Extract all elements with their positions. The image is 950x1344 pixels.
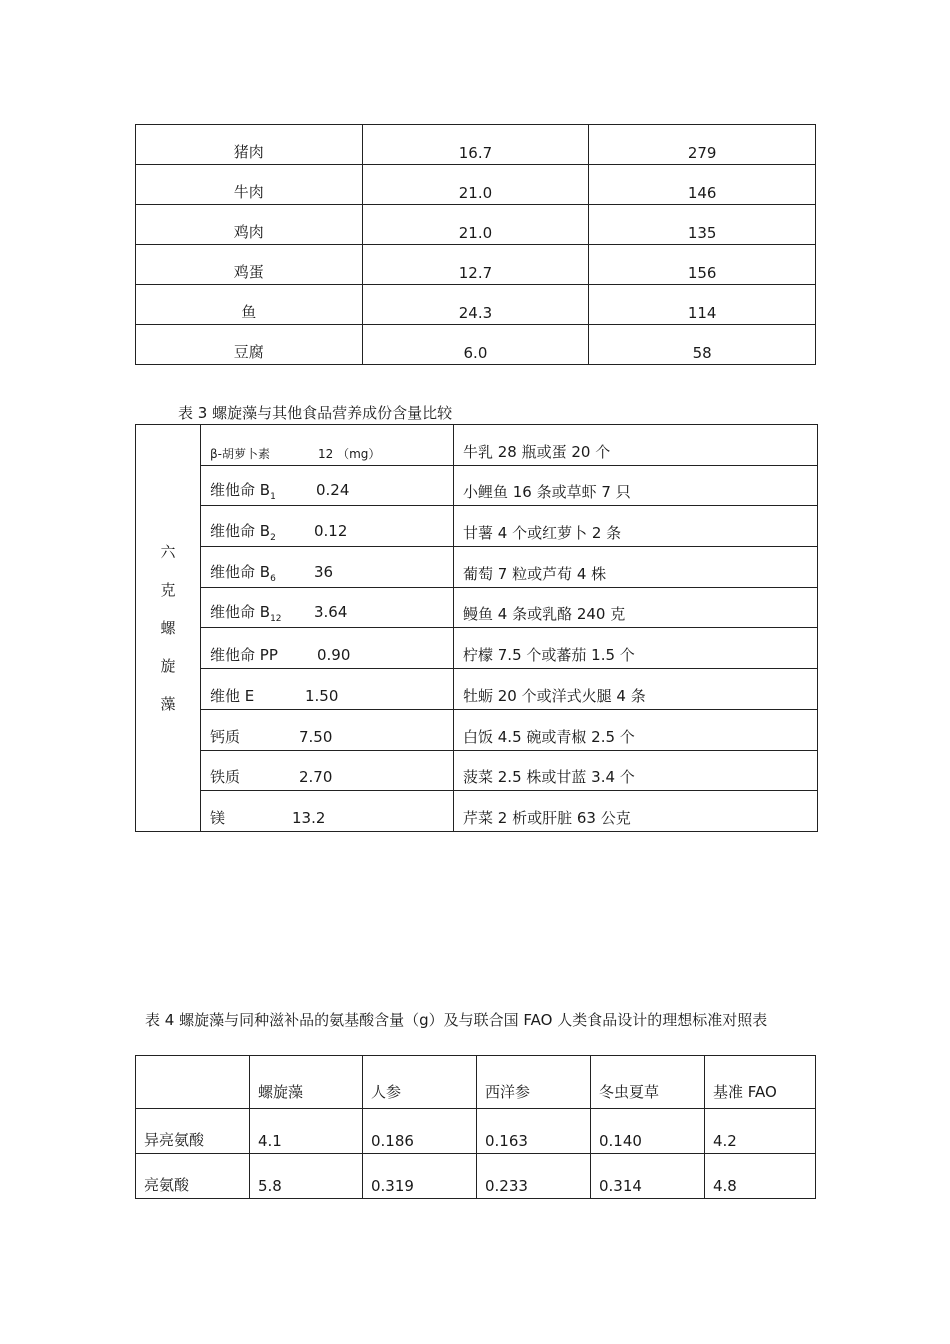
table-cell: 0.186 xyxy=(363,1109,477,1154)
table-row xyxy=(136,205,816,245)
table-row xyxy=(136,425,818,466)
nutrient-name: 维他 E xyxy=(210,686,255,705)
nutrient-value: 36 xyxy=(314,562,334,581)
nutrient-cell xyxy=(201,750,454,791)
table3-caption: 表 3 螺旋藻与其他食品营养成份含量比较 xyxy=(178,404,453,422)
nutrient-cell xyxy=(201,669,454,710)
food-protein-table xyxy=(135,124,816,365)
food-name: 豆腐 xyxy=(136,325,363,365)
amino-acid-name: 亮氨酸 xyxy=(136,1154,250,1199)
nutrient-cell xyxy=(201,465,454,506)
nutrient-cell xyxy=(201,425,454,466)
table-cell: 4.8 xyxy=(705,1154,816,1199)
protein-value: 21.0 xyxy=(362,165,589,205)
table-row xyxy=(136,325,816,365)
nutrient-value: 13.2 xyxy=(292,808,326,827)
table-cell: 5.8 xyxy=(250,1154,363,1199)
nutrient-value: 0.90 xyxy=(317,646,351,665)
table-row xyxy=(136,709,818,750)
protein-value: 24.3 xyxy=(362,285,589,325)
header-cell: 西洋参 xyxy=(477,1056,591,1109)
nutrient-cell xyxy=(201,709,454,750)
protein-value: 6.0 xyxy=(362,325,589,365)
table-row xyxy=(136,669,818,710)
equivalent-cell: 菠菜 2.5 株或甘蓝 3.4 个 xyxy=(454,750,818,791)
table-header-row xyxy=(136,1056,816,1109)
food-name: 鸡肉 xyxy=(136,205,363,245)
table-cell: 0.319 xyxy=(363,1154,477,1199)
food-name: 牛肉 xyxy=(136,165,363,205)
nutrient-name: 钙质 xyxy=(210,727,241,746)
side-char: 旋 xyxy=(160,656,176,675)
header-cell xyxy=(136,1056,250,1109)
energy-value: 156 xyxy=(589,245,816,285)
nutrient-name: 维他命 PP xyxy=(210,646,278,665)
nutrient-value: 1.50 xyxy=(305,686,339,705)
food-name: 鱼 xyxy=(136,285,363,325)
nutrient-cell xyxy=(201,587,454,628)
nutrient-value: 0.24 xyxy=(316,481,350,500)
equivalent-cell: 柠檬 7.5 个或蕃茄 1.5 个 xyxy=(454,628,818,669)
equivalent-cell: 牡蛎 20 个或洋式火腿 4 条 xyxy=(454,669,818,710)
nutrient-name: 维他命 $B_1$ xyxy=(210,481,276,503)
protein-value: 21.0 xyxy=(362,205,589,245)
side-char: 螺 xyxy=(160,618,176,637)
table-row xyxy=(136,587,818,628)
table-cell: 0.140 xyxy=(591,1109,705,1154)
equivalent-cell: 甘薯 4 个或红萝卜 2 条 xyxy=(454,506,818,547)
equivalent-cell: 芹菜 2 析或肝脏 63 公克 xyxy=(454,791,818,832)
protein-value: 16.7 xyxy=(362,125,589,165)
spirulina-nutrient-table xyxy=(135,424,818,832)
equivalent-cell: 葡萄 7 粒或芦荀 4 株 xyxy=(454,547,818,588)
table-cell: 4.2 xyxy=(705,1109,816,1154)
nutrient-name: 维他命 $B_{12}$ xyxy=(210,603,282,625)
nutrient-value: 7.50 xyxy=(299,727,333,746)
table-row xyxy=(136,165,816,205)
table-cell: 0.163 xyxy=(477,1109,591,1154)
table-row xyxy=(136,1109,816,1154)
food-name: 鸡蛋 xyxy=(136,245,363,285)
amino-acid-table xyxy=(135,1055,816,1199)
nutrient-name: 维他命 $B_6$ xyxy=(210,562,276,584)
table-row xyxy=(136,285,816,325)
table4-caption: 表 4 螺旋藻与同种滋补品的氨基酸含量（g）及与联合国 FAO 人类食品设计的理想标准对照表 xyxy=(145,1011,768,1029)
equivalent-cell: 鳗鱼 4 条或乳酪 240 克 xyxy=(454,587,818,628)
nutrient-cell xyxy=(201,628,454,669)
nutrient-name: 维他命 $B_2$ xyxy=(210,522,276,544)
nutrient-value: 12 （mg） xyxy=(318,446,381,461)
table-row xyxy=(136,245,816,285)
side-char: 克 xyxy=(160,580,176,599)
protein-value: 12.7 xyxy=(362,245,589,285)
table-row xyxy=(136,506,818,547)
side-char: 藻 xyxy=(160,694,176,713)
table-row xyxy=(136,465,818,506)
table-row xyxy=(136,1154,816,1199)
amino-acid-name: 异亮氨酸 xyxy=(136,1109,250,1154)
nutrient-cell xyxy=(201,547,454,588)
side-char: 六 xyxy=(160,542,176,561)
energy-value: 146 xyxy=(589,165,816,205)
table-row xyxy=(136,547,818,588)
header-cell: 螺旋藻 xyxy=(250,1056,363,1109)
table-row xyxy=(136,628,818,669)
equivalent-cell: 白饭 4.5 碗或青椒 2.5 个 xyxy=(454,709,818,750)
energy-value: 279 xyxy=(589,125,816,165)
nutrient-cell xyxy=(201,506,454,547)
energy-value: 135 xyxy=(589,205,816,245)
equivalent-cell: 牛乳 28 瓶或蛋 20 个 xyxy=(454,425,818,466)
nutrient-value: 2.70 xyxy=(299,768,333,787)
energy-value: 58 xyxy=(589,325,816,365)
header-cell: 基准 FAO xyxy=(705,1056,816,1109)
header-cell: 人参 xyxy=(363,1056,477,1109)
header-cell: 冬虫夏草 xyxy=(591,1056,705,1109)
food-name: 猪肉 xyxy=(136,125,363,165)
table-row xyxy=(136,750,818,791)
nutrient-name: 铁质 xyxy=(210,768,241,787)
nutrient-name: 镁 xyxy=(210,808,226,827)
nutrient-cell xyxy=(201,791,454,832)
nutrient-name: β-胡萝卜素 xyxy=(210,446,270,461)
table-cell: 4.1 xyxy=(250,1109,363,1154)
nutrient-value: 3.64 xyxy=(314,603,348,622)
table-cell: 0.314 xyxy=(591,1154,705,1199)
side-label xyxy=(136,425,201,832)
equivalent-cell: 小鲤鱼 16 条或草虾 7 只 xyxy=(454,465,818,506)
nutrient-value: 0.12 xyxy=(314,522,348,541)
table-row xyxy=(136,125,816,165)
table-cell: 0.233 xyxy=(477,1154,591,1199)
energy-value: 114 xyxy=(589,285,816,325)
table-row xyxy=(136,791,818,832)
